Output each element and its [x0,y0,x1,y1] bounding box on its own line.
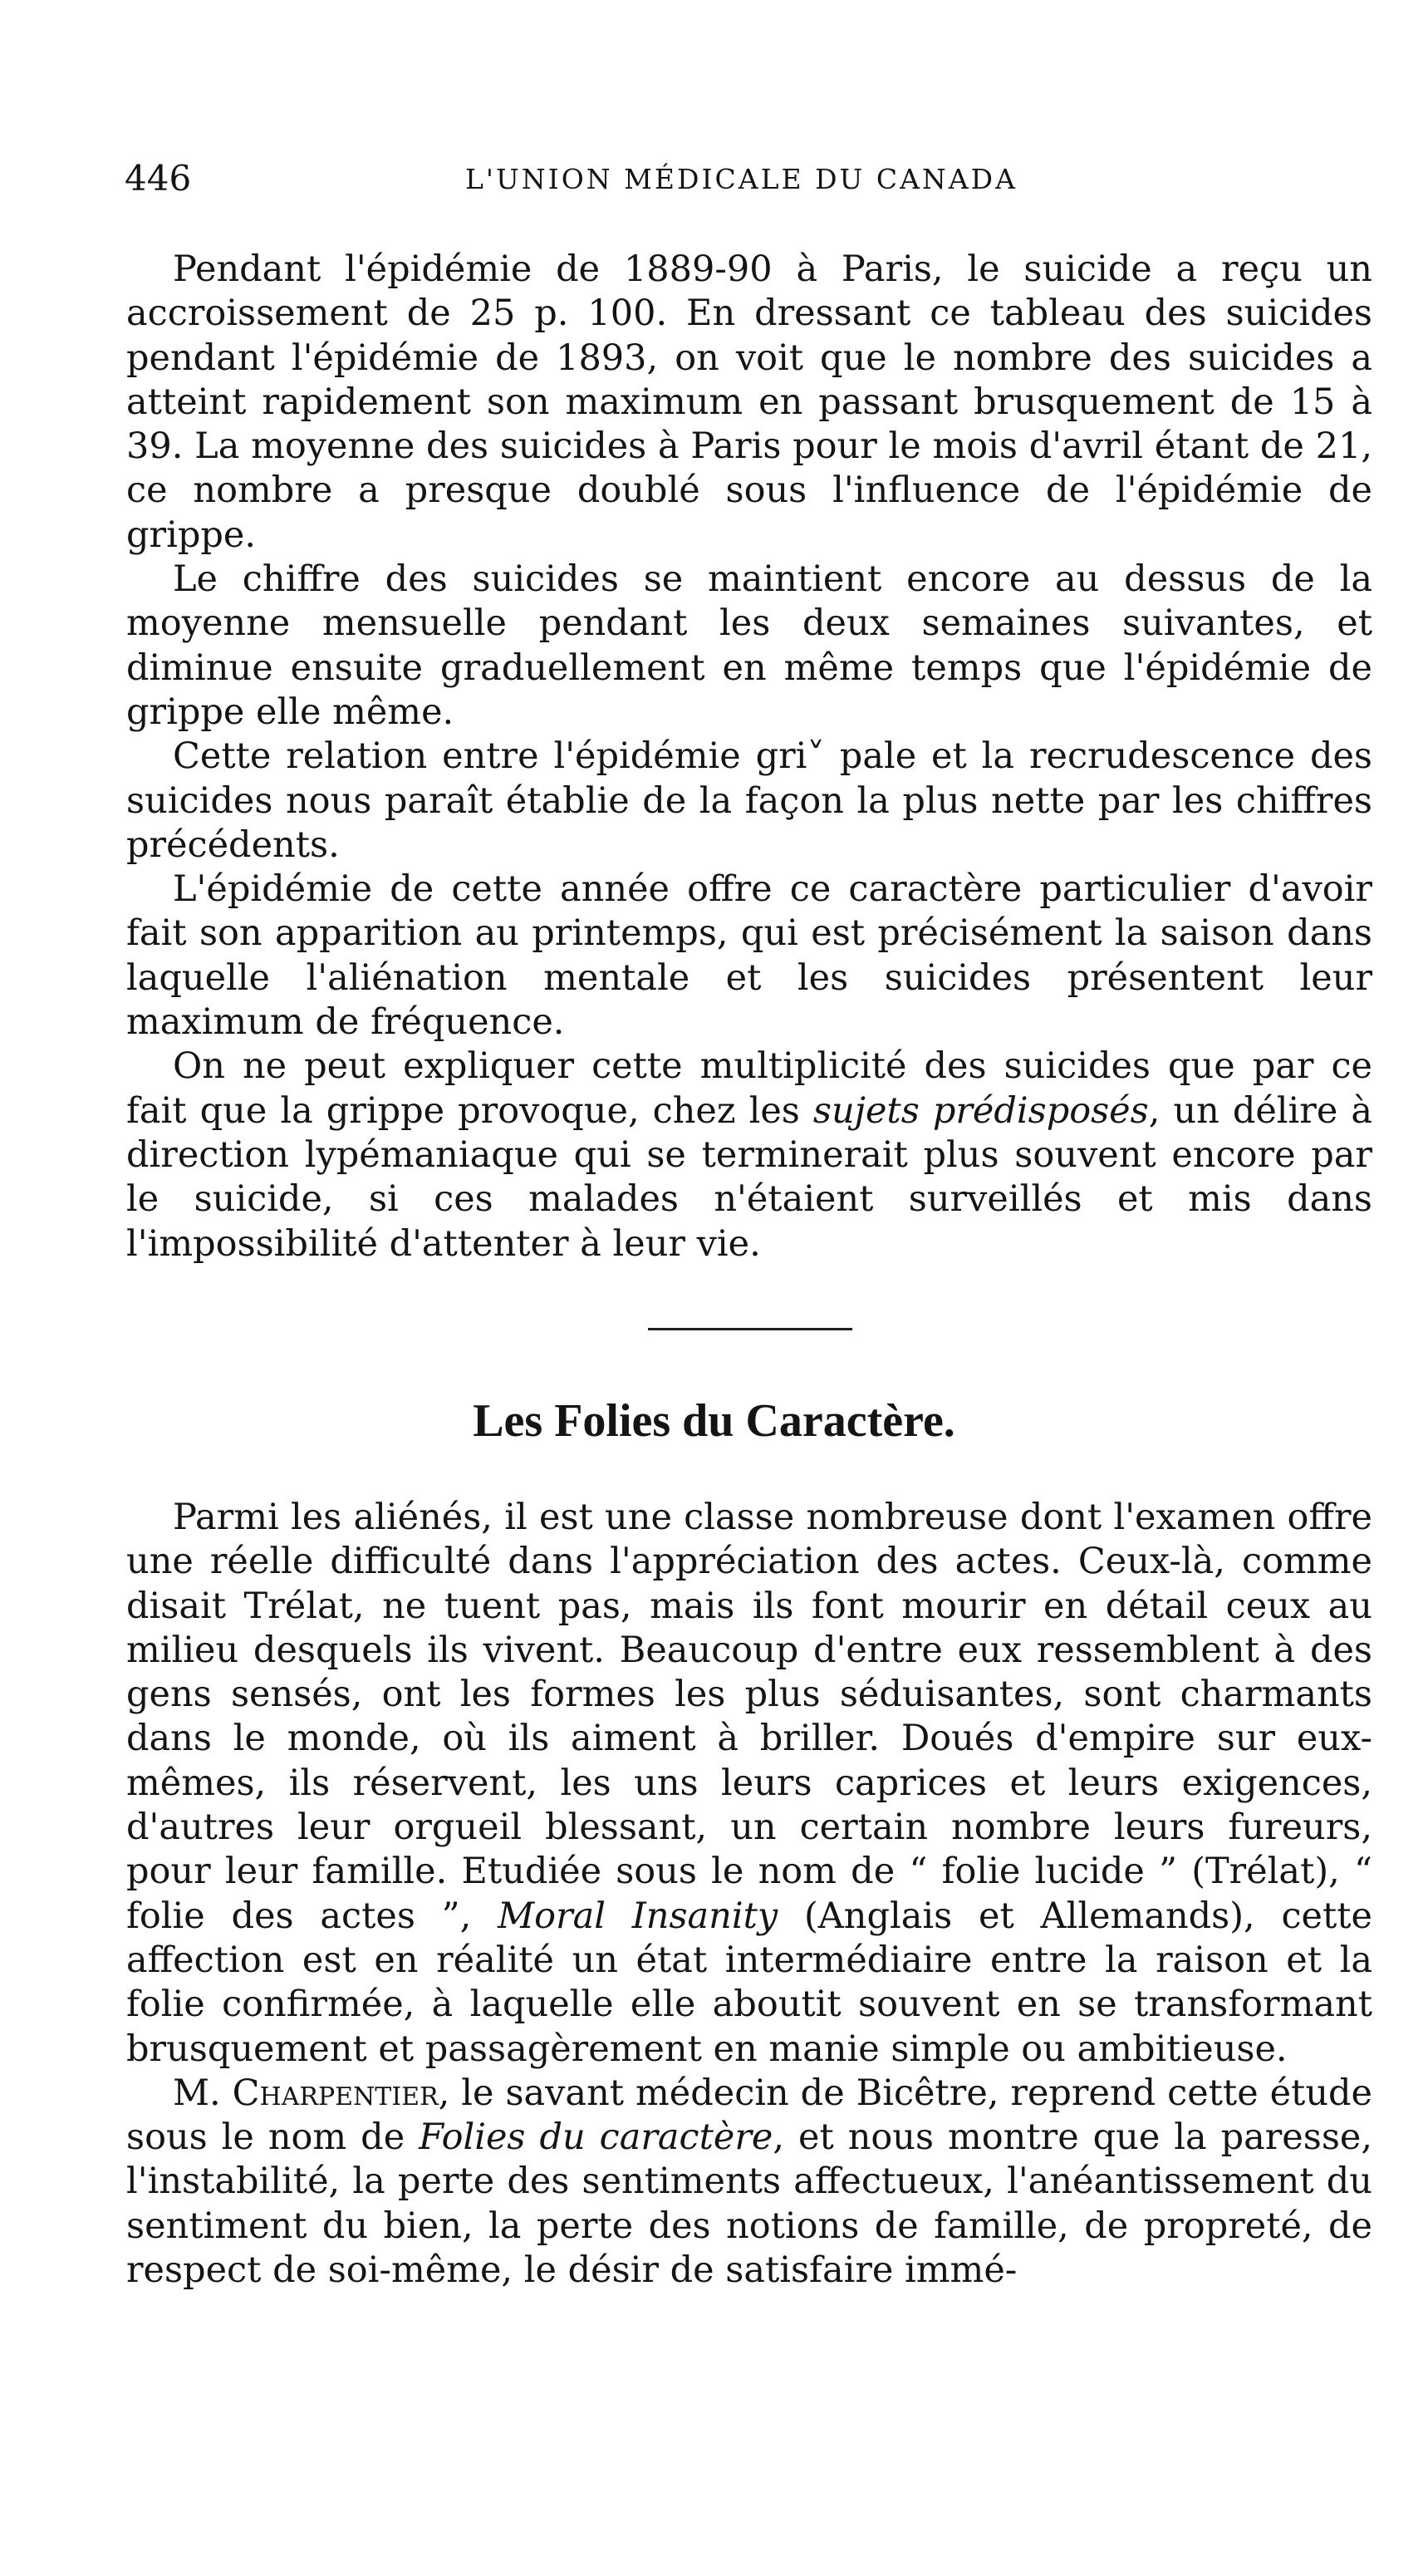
paragraph [126,1496,1372,2072]
paragraph: Le chiffre des suicides se maintient encore au dessus de la moyenne mensuelle pendant les deux semaines suivantes, et diminue ensuite graduellement en même temps que l'épidémie de grippe elle même. [126,558,1372,733]
text-run: On ne peut expliquer cette multiplicité des suicides que par ce fait que la grippe provoque, chez les [126,1045,1372,1132]
paragraph: Cette relation entre l'épidémie gri˅ pale et la recrudescence des suicides nous paraît établie de la façon la plus nette par les chiffres précédents. [126,735,1372,866]
page-header [125,158,1371,208]
paragraph: Pendant l'épidémie de 1889-90 à Paris, le suicide a reçu un accroissement de 25 p. 100. En dressant ce tableau des suicides pendant l'épidémie de 1893, on voit que le nombre des suicides a atteint rapidement son maximum en passant brusquement de 15 à 39. La moyenne des suicides à Paris pour le mois d'avril étant de 21, ce nombre a presque doublé sous l'influence de l'épidémie de grippe. [126,248,1372,556]
author-name: Charpentier [232,2072,439,2114]
text-run: , et nous montre que la paresse, l'instabilité, la perte des sentiments affectueux, l'anéantissement du sentiment du bien, la perte des notions de famille, de propreté, de respect de soi-même, le désir de satisfaire immé- [126,2116,1373,2292]
paragraph-last [126,1045,1372,1266]
text-run: Parmi les aliénés, il est une classe nombreuse dont l'examen offre une réelle difficulté dans l'appréciation des actes. Ceux-là, comme disait Trélat, ne tuent pas, mais ils font mourir en détail ceux au milieu desquels ils vivent. Beaucoup d'entre eux ressemblent à des gens sensés, ont les formes les plus séduisantes, sont charmants dans le monde, où ils aiment à briller. Doués d'empire sur eux-mêmes, ils réservent, les uns leurs caprices et leurs exigences, d'autres leur orgueil blessant, un certain nombre leurs fureurs, pour leur famille. Etudiée sous le nom de “ folie lucide ” (Trélat), “ folie des actes ”, [126,1497,1372,1937]
text-run: , un délire à direction lypémaniaque qui se terminerait plus souvent encore par le suicide, si ces malades n'étaient surveillés et mis dans l'impossibilité d'attenter à leur vie. [126,1089,1372,1265]
text-run: M. [173,2072,233,2114]
italic-phrase: Moral Insanity [498,1895,778,1937]
italic-phrase: sujets prédisposés [812,1089,1149,1132]
section-title: Les Folies du Caractère. [473,1395,955,1447]
paragraph [126,2072,1372,2293]
running-head: L'UNION MÉDICALE DU CANADA [465,163,1018,195]
section-divider [648,1328,852,1330]
text-run: , le savant médecin de Bicêtre, reprend cette étude sous le nom de [126,2072,1372,2159]
section-folies-text [126,1496,1372,2293]
text-run: (Anglais et Allemands), cette affection est en réalité un état intermédiaire entre la raison et la folie confirmée, à laquelle elle aboutit souvent en se transformant brusquement et passagèrement en manie simple ou ambitieuse. [126,1895,1373,2070]
section-suicides-text [126,248,1372,1266]
page-number: 446 [125,158,192,199]
italic-phrase: Folies du caractère [419,2116,773,2159]
paragraph: L'épidémie de cette année offre ce caractère particulier d'avoir fait son apparition au printemps, qui est précisément la saison dans laquelle l'aliénation mentale et les suicides présentent leur maximum de fréquence. [126,868,1372,1044]
